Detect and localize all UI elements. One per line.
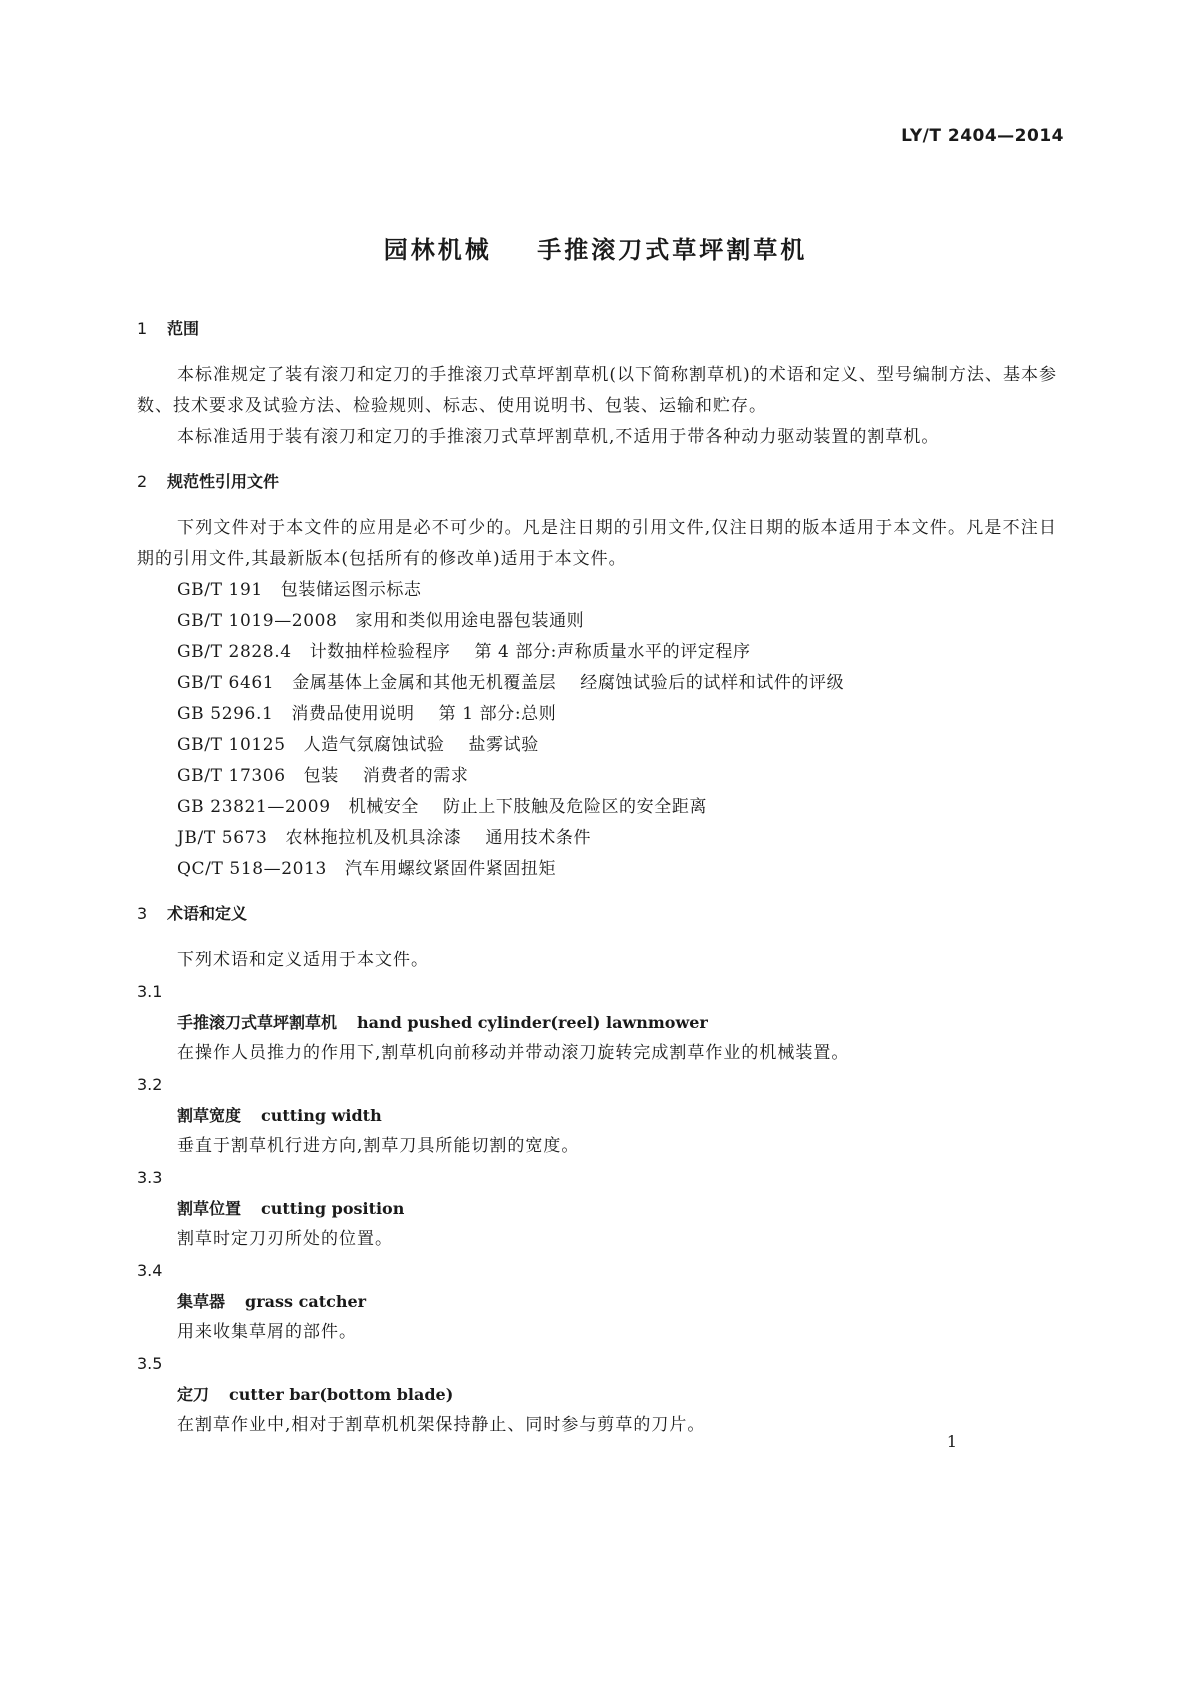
- reference-code: GB/T 2828.4: [177, 642, 292, 662]
- reference-code: QC/T 518—2013: [177, 859, 327, 879]
- section-number: 1: [137, 319, 148, 338]
- term-number: 3.5: [137, 1354, 163, 1373]
- reference-code: JB/T 5673: [177, 828, 268, 848]
- reference-item: [137, 761, 1057, 792]
- reference-title: 家用和类似用途电器包装通则: [355, 611, 585, 631]
- reference-code: GB 23821—2009: [177, 797, 331, 817]
- reference-title: 计数抽样检验程序 第 4 部分:声称质量水平的评定程序: [309, 642, 751, 662]
- scope-paragraph-2: 本标准适用于装有滚刀和定刀的手推滚刀式草坪割草机,不适用于带各种动力驱动装置的割草机。: [177, 427, 940, 447]
- reference-title: 人造气氛腐蚀试验 盐雾试验: [303, 735, 539, 755]
- section-2-heading: [137, 471, 1057, 493]
- term-number: 3.2: [137, 1075, 163, 1094]
- reference-code: GB/T 6461: [177, 673, 275, 693]
- reference-item: [137, 575, 1057, 606]
- term-entry: [137, 1069, 1057, 1162]
- term-title: [137, 1379, 1057, 1410]
- term-chinese: 集草器: [177, 1292, 226, 1311]
- term-english: cutting width: [261, 1106, 382, 1125]
- term-title: [137, 1286, 1057, 1317]
- reference-title: 机械安全 防止上下肢触及危险区的安全距离: [348, 797, 708, 817]
- term-english: grass catcher: [245, 1292, 367, 1311]
- section-title: 术语和定义: [167, 904, 248, 923]
- reference-title: 包装储运图示标志: [280, 580, 422, 600]
- term-definition: 割草时定刀刃所处的位置。: [177, 1229, 393, 1249]
- term-definition: 在割草作业中,相对于割草机机架保持静止、同时参与剪草的刀片。: [177, 1415, 706, 1435]
- term-chinese: 定刀: [177, 1385, 210, 1404]
- reference-item: [137, 637, 1057, 668]
- reference-title: 包装 消费者的需求: [303, 766, 469, 786]
- section-number: 2: [137, 472, 148, 491]
- term-number: 3.3: [137, 1168, 163, 1187]
- reference-title: 金属基体上金属和其他无机覆盖层 经腐蚀试验后的试样和试件的评级: [292, 673, 845, 693]
- term-title: [137, 1100, 1057, 1131]
- term-english: cutter bar(bottom blade): [229, 1385, 454, 1404]
- reference-item: [137, 606, 1057, 637]
- term-entry: [137, 1162, 1057, 1255]
- term-definition: 在操作人员推力的作用下,割草机向前移动并带动滚刀旋转完成割草作业的机械装置。: [177, 1043, 850, 1063]
- section-3-heading: [137, 903, 1057, 925]
- document-body: [137, 318, 1057, 1441]
- document-title: 园林机械 手推滚刀式草坪割草机: [383, 236, 808, 264]
- section-1-heading: [137, 318, 1057, 340]
- term-number: 3.1: [137, 982, 163, 1001]
- term-chinese: 割草宽度: [177, 1106, 242, 1125]
- reference-title: 汽车用螺纹紧固件紧固扭矩: [344, 859, 557, 879]
- reference-code: GB/T 191: [177, 580, 263, 600]
- reference-code: GB 5296.1: [177, 704, 274, 724]
- term-chinese: 手推滚刀式草坪割草机: [177, 1013, 338, 1032]
- term-entry: [137, 976, 1057, 1069]
- term-title: [137, 1193, 1057, 1224]
- reference-code: GB/T 1019—2008: [177, 611, 338, 631]
- references-intro: 下列文件对于本文件的应用是必不可少的。凡是注日期的引用文件,仅注日期的版本适用于本文件。凡是不注日期的引用文件,其最新版本(包括所有的修改单)适用于本文件。: [137, 518, 1057, 569]
- section-number: 3: [137, 904, 148, 923]
- term-definition: 用来收集草屑的部件。: [177, 1322, 357, 1342]
- reference-code: GB/T 17306: [177, 766, 286, 786]
- reference-list: [137, 575, 1057, 885]
- standard-code: LY/T 2404—2014: [901, 126, 1064, 146]
- term-english: hand pushed cylinder(reel) lawnmower: [357, 1013, 708, 1032]
- section-title: 规范性引用文件: [167, 472, 280, 491]
- term-chinese: 割草位置: [177, 1199, 242, 1218]
- term-english: cutting position: [261, 1199, 405, 1218]
- reference-code: GB/T 10125: [177, 735, 286, 755]
- reference-item: [137, 792, 1057, 823]
- reference-item: [137, 854, 1057, 885]
- reference-item: [137, 730, 1057, 761]
- reference-title: 农林拖拉机及机具涂漆 通用技术条件: [285, 828, 592, 848]
- term-entry: [137, 1255, 1057, 1348]
- term-number: 3.4: [137, 1261, 163, 1280]
- reference-item: [137, 823, 1057, 854]
- scope-paragraph-1: 本标准规定了装有滚刀和定刀的手推滚刀式草坪割草机(以下简称割草机)的术语和定义、型号编制方法、基本参数、技术要求及试验方法、检验规则、标志、使用说明书、包装、运输和贮存。: [137, 365, 1057, 416]
- terms-intro: 下列术语和定义适用于本文件。: [177, 950, 429, 970]
- term-entry: [137, 1348, 1057, 1441]
- term-title: [137, 1007, 1057, 1038]
- reference-item: [137, 699, 1057, 730]
- term-definition: 垂直于割草机行进方向,割草刀具所能切割的宽度。: [177, 1136, 580, 1156]
- page-number: 1: [946, 1432, 957, 1451]
- section-title: 范围: [167, 319, 200, 338]
- reference-title: 消费品使用说明 第 1 部分:总则: [291, 704, 557, 724]
- reference-item: [137, 668, 1057, 699]
